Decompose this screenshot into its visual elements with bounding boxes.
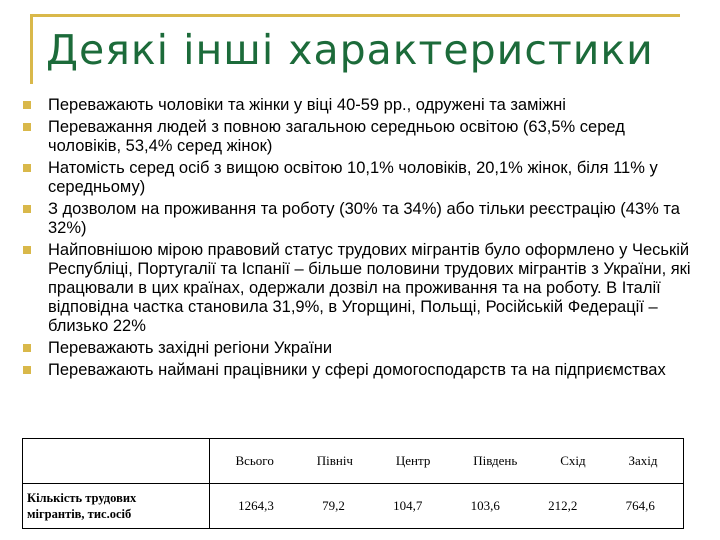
bullet-text: Переважають наймані працівники у сфері домогосподарств та на підприємствах (48, 361, 666, 379)
table-row (23, 484, 684, 529)
bullet-item (22, 159, 692, 197)
title-frame-horizontal (30, 14, 680, 17)
column-header: Південь (473, 453, 518, 468)
column-header: Захід (628, 453, 658, 468)
column-header: Центр (395, 453, 431, 468)
title-frame-vertical (30, 14, 33, 84)
table-cell: 212,2 (548, 498, 578, 513)
row-label (23, 484, 210, 529)
slide-title: Деякі інші характеристики (46, 26, 654, 74)
table-header-cells (210, 439, 684, 484)
bullet-item (22, 241, 692, 336)
table-value-cells (210, 484, 684, 529)
column-header: Схід (560, 453, 586, 468)
bullet-text: Натомість серед осіб з вищою освітою 10,1% чоловіків, 20,1% жінок, біля 11% у середньому) (48, 159, 658, 196)
bullet-item (22, 96, 692, 115)
bullet-square-icon (23, 205, 31, 213)
bullet-item (22, 339, 692, 358)
table-cell: 764,6 (625, 498, 655, 513)
table-cell: 104,7 (393, 498, 423, 513)
bullet-text: Найповнішою мірою правовий статус трудових мігрантів було оформлено у Чеській Республіці, Португалії та Іспанії – більше половини трудових мігрантів з України, які працювали в цих країнах, одержали дозвіл на проживання та на роботу. В Італії відповідна частка становила 31,9%, в Угорщині, Польщі, Російській Федерації – близько 22% (48, 241, 691, 335)
bullet-text: Переважають західні регіони України (48, 339, 333, 357)
bullet-text: З дозволом на проживання та роботу (30% та 34%) або тільки реєстрацію (43% та 32%) (48, 200, 680, 237)
bullet-square-icon (23, 164, 31, 172)
column-header: Всього (235, 453, 274, 468)
table-cell: 79,2 (322, 498, 345, 513)
table-header-row (23, 439, 684, 484)
migrants-table (22, 438, 684, 529)
bullet-square-icon (23, 123, 31, 131)
bullet-item (22, 118, 692, 156)
bullet-item (22, 200, 692, 238)
table-cell: 103,6 (470, 498, 500, 513)
bullet-text: Переважають чоловіки та жінки у віці 40-59 рр., одружені та заміжні (48, 96, 566, 114)
bullet-square-icon (23, 366, 31, 374)
column-header: Північ (316, 453, 353, 468)
table-corner-cell (23, 439, 210, 484)
row-label-line: мігрантів, тис.осіб (27, 507, 132, 521)
bullet-text: Переважання людей з повною загальною середньою освітою (63,5% серед чоловіків, 53,4% серед жінок) (48, 118, 625, 155)
row-label-line: Кількість трудових (27, 491, 137, 505)
bullet-square-icon (23, 344, 31, 352)
bullet-item (22, 361, 692, 380)
table-cell: 1264,3 (238, 498, 274, 513)
bullet-square-icon (23, 246, 31, 254)
bullet-square-icon (23, 101, 31, 109)
bullet-list (22, 96, 692, 383)
